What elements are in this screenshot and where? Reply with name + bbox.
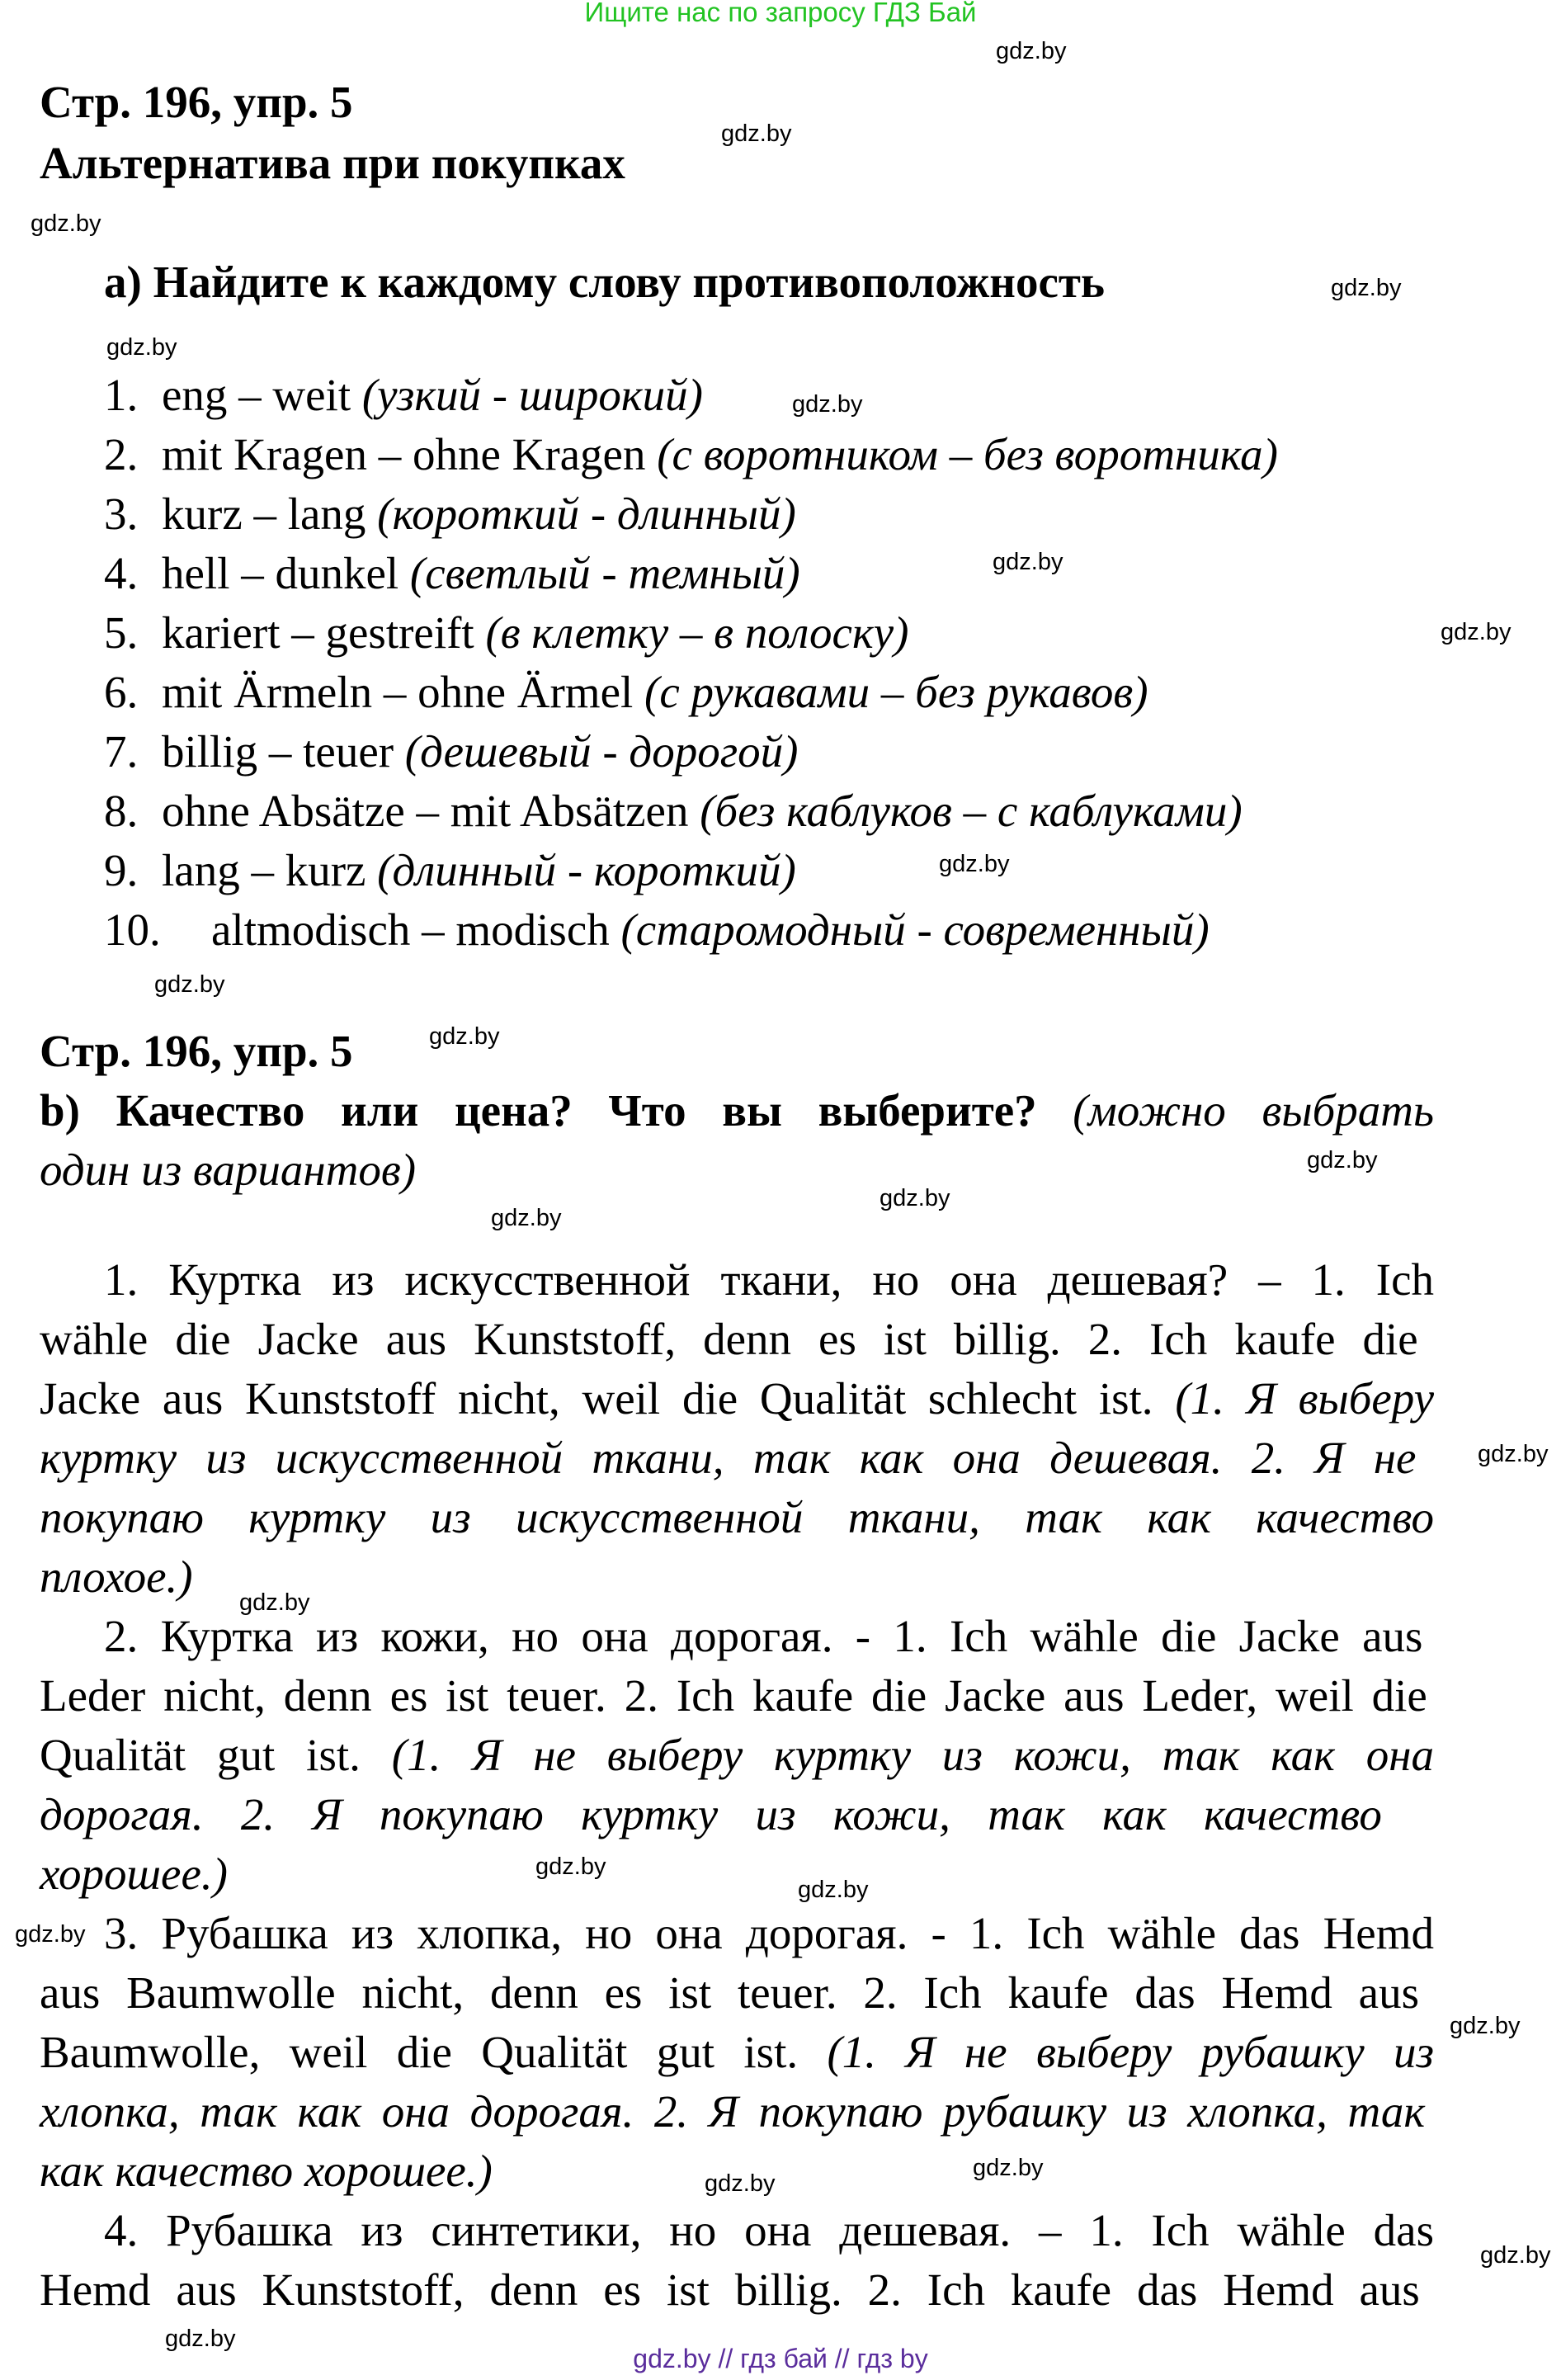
item-number: 3. [104, 489, 139, 539]
watermark: gdz.by [429, 1023, 500, 1050]
list-item [104, 785, 1243, 838]
translation-text: дорогая. 2. Я покупаю куртку из кожи, так как качество [40, 1789, 1382, 1839]
item-translation: (с воротником – без воротника) [657, 429, 1278, 479]
translation-text: (1. Я выберу [1175, 1373, 1434, 1424]
item-translation: (без каблуков – с каблуками) [700, 786, 1243, 836]
item-translation: (старомодный - современный) [620, 904, 1210, 955]
item-german: ohne Absätze – mit Absätzen [162, 786, 700, 836]
watermark: gdz.by [996, 38, 1067, 64]
text-line [40, 1967, 1434, 2019]
translation-text: покупаю куртку из искусственной ткани, так как качество [40, 1492, 1434, 1542]
text-line [40, 1432, 1434, 1485]
list-item [104, 488, 796, 541]
watermark: gdz.by [1441, 619, 1511, 645]
answer-text-segment: 2. Куртка из кожи, но она дорогая. - 1. Ich wähle die Jacke aus [104, 1611, 1423, 1661]
translation-text: как качество хорошее.) [40, 2146, 493, 2196]
watermark: gdz.by [993, 549, 1063, 575]
text-line [40, 1372, 1434, 1425]
section-b-heading: Стр. 196, упр. 5 [40, 1026, 353, 1076]
watermark: gdz.by [792, 391, 863, 418]
item-number: 1. [104, 370, 139, 420]
text-line [40, 1729, 1434, 1782]
list-item [104, 607, 908, 659]
top-banner: Ищите нас по запросу ГДЗ Бай [584, 0, 977, 27]
item-german: altmodisch – modisch [211, 904, 621, 955]
answer-text-segment: Jacke aus Kunststoff nicht, weil die Qualität schlecht ist. [40, 1373, 1176, 1424]
translation-text: (1. Я не выберу рубашку из [827, 2027, 1434, 2077]
text-line [104, 1254, 1434, 1306]
translation-text: куртку из искусственной ткани, так как она дешевая. 2. Я не [40, 1433, 1417, 1483]
item-german: billig – teuer [162, 726, 405, 777]
item-translation: (дешевый - дорогой) [404, 726, 799, 777]
item-translation: (длинный - короткий) [377, 845, 796, 895]
item-translation: (с рукавами – без рукавов) [644, 667, 1148, 717]
text-line [40, 1313, 1434, 1366]
item-german: kariert – gestreift [162, 607, 486, 658]
watermark: gdz.by [31, 210, 101, 237]
translation-text: хорошее.) [40, 1849, 228, 1899]
section-a-title: Альтернатива при покупках [40, 138, 625, 188]
watermark: gdz.by [165, 2326, 236, 2352]
watermark: gdz.by [880, 1185, 950, 1211]
watermark: gdz.by [939, 851, 1010, 877]
item-german: mit Ärmeln – ohne Ärmel [162, 667, 645, 717]
translation-text: (1. Я не выберу куртку из кожи, так как она [391, 1730, 1434, 1780]
item-translation: (светлый - темный) [409, 548, 800, 598]
translation-text: хлопка, так как она дорогая. 2. Я покупаю рубашку из хлопка, так [40, 2086, 1426, 2137]
watermark: gdz.by [1450, 2013, 1521, 2039]
item-number: 10. [104, 904, 161, 955]
item-number: 9. [104, 845, 139, 895]
watermark: gdz.by [798, 1877, 869, 1903]
watermark: gdz.by [1478, 1441, 1549, 1467]
answer-text-segment: Hemd aus Kunststoff, denn es ist billig. 2. Ich kaufe das Hemd aus [40, 2264, 1420, 2315]
answer-text-segment: aus Baumwolle nicht, denn es ist teuer. 2. Ich kaufe das Hemd aus [40, 1967, 1419, 2018]
item-number: 7. [104, 726, 139, 777]
section-b-task [40, 1084, 1434, 1137]
list-item [104, 369, 703, 422]
section-a-task: a) Найдите к каждому слову противоположность [104, 257, 1105, 307]
answer-text-segment: 4. Рубашка из синтетики, но она дешевая. – 1. Ich wähle das [104, 2205, 1434, 2255]
answer-text-segment: Leder nicht, denn es ist teuer. 2. Ich kaufe die Jacke aus Leder, weil die [40, 1670, 1427, 1721]
section-b-task-question: b) Качество или цена? Что вы выберите? [40, 1085, 1073, 1136]
item-german: hell – dunkel [162, 548, 410, 598]
text-line [40, 2085, 1434, 2138]
watermark: gdz.by [491, 1205, 562, 1231]
answer-text-segment: 3. Рубашка из хлопка, но она дорогая. - 1. Ich wähle das Hemd [104, 1908, 1434, 1958]
watermark: gdz.by [106, 334, 177, 361]
section-b-task-line2 [40, 1144, 1434, 1197]
watermark: gdz.by [239, 1589, 310, 1616]
item-translation: (в клетку – в полоску) [485, 607, 909, 658]
item-german: kurz – lang [162, 489, 378, 539]
list-item [104, 725, 798, 778]
bottom-banner: gdz.by // гдз бай // гдз by [633, 2344, 928, 2373]
watermark: gdz.by [705, 2170, 776, 2197]
watermark: gdz.by [1307, 1147, 1378, 1173]
text-line [40, 1491, 1434, 1544]
text-line [40, 2264, 1434, 2316]
answer-text-segment: wähle die Jacke aus Kunststoff, denn es ist billig. 2. Ich kaufe die [40, 1314, 1418, 1364]
text-line [40, 1669, 1434, 1722]
text-line [104, 2204, 1434, 2257]
item-number: 4. [104, 548, 139, 598]
watermark: gdz.by [973, 2155, 1044, 2181]
translation-text: плохое.) [40, 1551, 193, 1602]
text-line [40, 1848, 1434, 1901]
watermark: gdz.by [1480, 2242, 1551, 2269]
section-b-task-note: (можно выбрать [1073, 1085, 1434, 1136]
item-number: 2. [104, 429, 139, 479]
answer-text-segment: Baumwolle, weil die Qualität gut ist. [40, 2027, 828, 2077]
item-number: 8. [104, 786, 139, 836]
list-item [104, 428, 1278, 481]
watermark: gdz.by [1331, 275, 1402, 301]
list-item [104, 666, 1148, 719]
item-number: 5. [104, 607, 139, 658]
item-german: mit Kragen – ohne Kragen [162, 429, 658, 479]
watermark: gdz.by [721, 120, 792, 147]
section-b-task-note-2: один из вариантов) [40, 1145, 417, 1195]
list-item [104, 844, 796, 897]
item-number: 6. [104, 667, 139, 717]
item-translation: (короткий - длинный) [377, 489, 796, 539]
item-german: lang – kurz [162, 845, 378, 895]
section-a-heading: Стр. 196, упр. 5 [40, 77, 353, 127]
text-line [40, 1788, 1434, 1841]
watermark: gdz.by [15, 1921, 86, 1948]
item-translation: (узкий - широкий) [361, 370, 703, 420]
watermark: gdz.by [535, 1853, 606, 1880]
text-line [40, 2026, 1434, 2079]
answer-text-segment: Qualität gut ist. [40, 1730, 392, 1780]
watermark: gdz.by [154, 971, 225, 998]
item-german: eng – weit [162, 370, 362, 420]
list-item [104, 904, 1210, 956]
list-item [104, 547, 800, 600]
answer-text-segment: 1. Куртка из искусственной ткани, но она дешевая? – 1. Ich [104, 1254, 1434, 1305]
text-line [104, 1610, 1434, 1663]
text-line [104, 1907, 1434, 1960]
